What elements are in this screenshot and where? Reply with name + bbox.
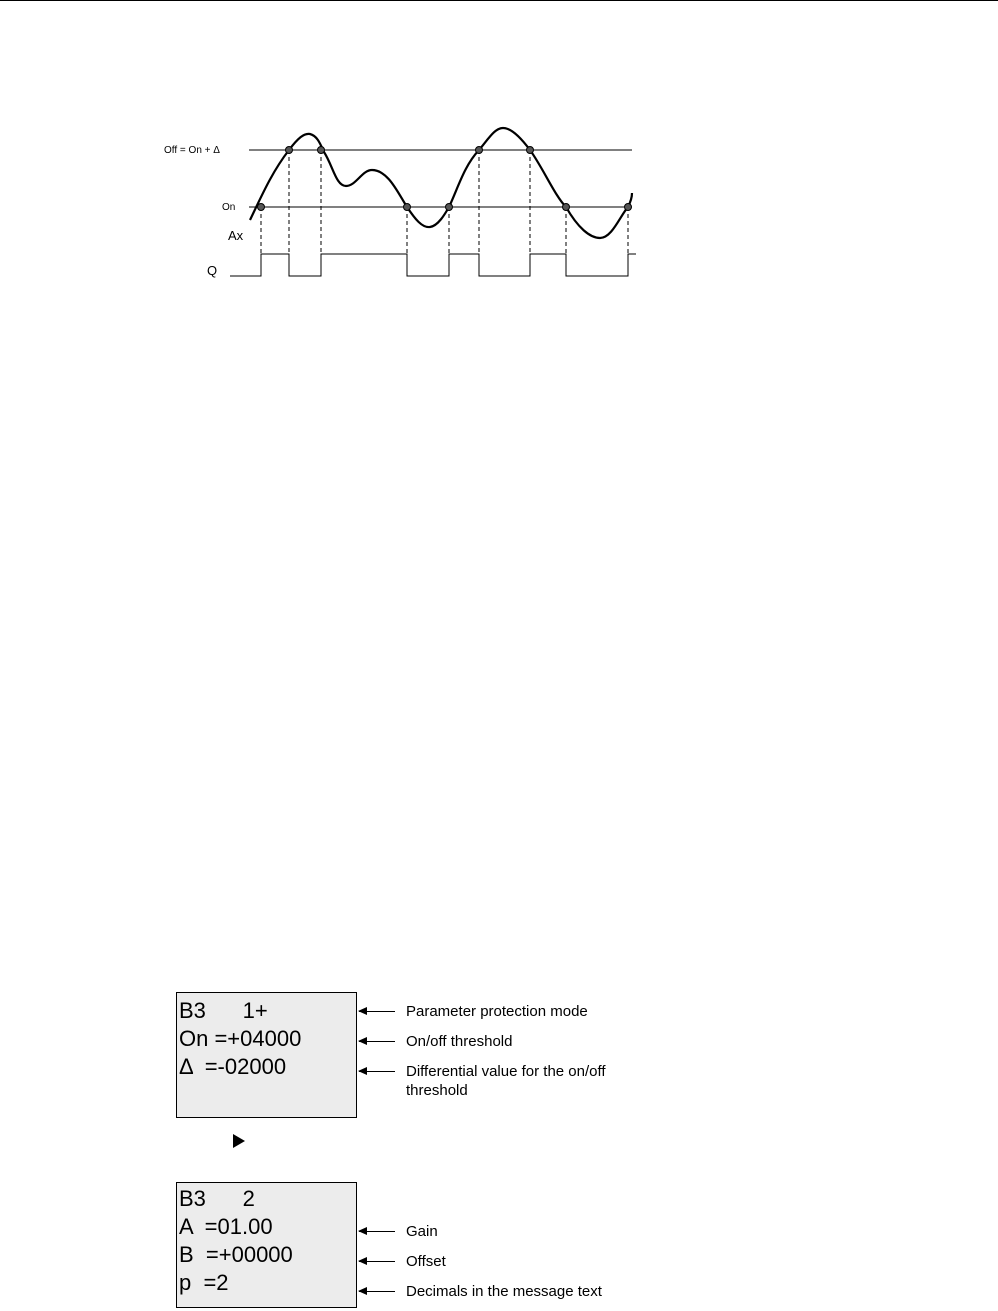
note-differential-line2: threshold (406, 1082, 468, 1099)
lcd2-line-3: B =+00000 (179, 1242, 293, 1267)
lcd-panel-2 (176, 1182, 357, 1308)
crossing-markers (258, 147, 632, 211)
note-offset: Offset (406, 1253, 446, 1270)
arrow-param-protection (359, 1011, 395, 1012)
arrow-differential (359, 1071, 395, 1072)
lcd1-line-2: On =+04000 (179, 1026, 302, 1051)
note-differential-line1: Differential value for the on/off (406, 1063, 606, 1080)
output-q-signal (230, 254, 636, 276)
threshold-timing-diagram (0, 0, 998, 320)
note-gain: Gain (406, 1223, 438, 1240)
label-on-threshold: On (222, 202, 236, 213)
note-onoff-threshold: On/off threshold (406, 1033, 513, 1050)
lcd1-line-4 (177, 1081, 356, 1109)
right-triangle-icon (233, 1134, 245, 1148)
analog-signal-curve (250, 128, 632, 238)
lcd1-line-1: B3 1+ (179, 998, 268, 1023)
lcd2-line-2: A =01.00 (179, 1214, 273, 1239)
lcd2-line-1: B3 2 (179, 1186, 255, 1211)
note-param-protection: Parameter protection mode (406, 1003, 588, 1020)
lcd-panel-1 (176, 992, 357, 1118)
label-q: Q (207, 263, 218, 278)
lcd1-line-3: Δ =-02000 (179, 1054, 287, 1079)
arrow-decimals (359, 1291, 395, 1292)
lcd2-line-4: p =2 (179, 1270, 229, 1295)
arrow-gain (359, 1231, 395, 1232)
note-decimals: Decimals in the message text (406, 1283, 602, 1300)
label-off-threshold: Off = On + Δ (164, 145, 220, 156)
arrow-offset (359, 1261, 395, 1262)
arrow-onoff-threshold (359, 1041, 395, 1042)
label-ax: Ax (228, 228, 244, 243)
